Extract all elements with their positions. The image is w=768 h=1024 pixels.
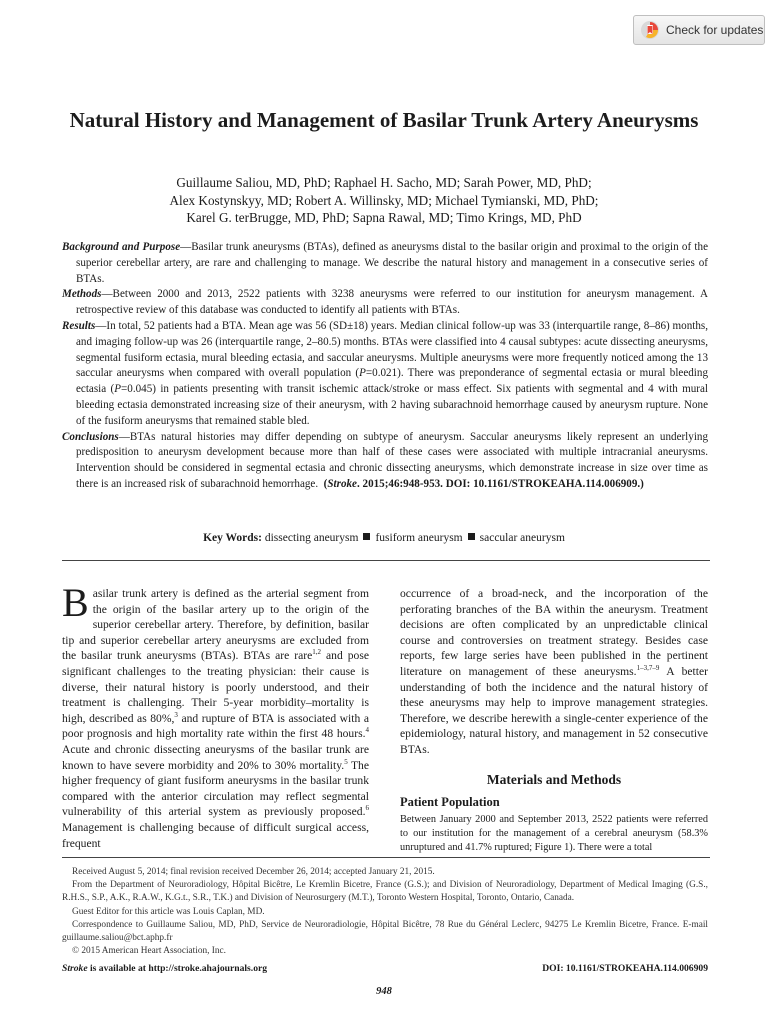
abstract-conclusions — [62, 430, 708, 493]
abstract-label: Methods — [62, 288, 102, 301]
footnote: From the Department of Neuroradiology, Hôpital Bicêtre, Le Kremlin Bicetre, France (G.S.); and Division of Neuroradiology, Department of Medical Imaging (G.S., R.H.S., S.P., A.K., R.A.W., K.G.t., S.R., T.K.) and Division of Neurosurgery (M.T.), Toronto Western Hospital, Toronto, Ontario, Canada. — [62, 880, 708, 904]
abstract-background — [62, 240, 708, 287]
body-paragraph: occurrence of a broad-neck, and the incorporation of the perforating branches of the BA within the aneurysm. Treatment decisions are often complicated by an unpredictable clinical course and controversies on treatment strategy. Besides case reports, few large series have been published in the pertinent literature on management of these aneurysms.$^{1-3,7-9}$ A better understanding of both the incidence and the natural history of these aneurysms may help to improve management strategies. Therefore, we describe herewith a single-center experience of the epidemiology, natural history, and management in 52 consecutive BTAs. — [400, 587, 709, 756]
author-line: Karel G. terBrugge, MD, PhD; Sapna Rawal, MD; Timo Krings, MD, PhD — [186, 210, 582, 225]
footnote: Correspondence to Guillaume Saliou, MD, PhD, Service de Neuroradiologie, Hôpital Bicêtre, 78 Rue du Général Leclerc, 94275 Le Kremlin Bicetre, France. E-mail guillaume.saliou@bct.aphp.fr — [62, 919, 708, 944]
abstract-text: =0.021). There was preponderance of segmental ectasia or mural bleeding ectasia ( — [76, 367, 708, 396]
p-value-symbol: P — [114, 383, 122, 396]
abstract-methods — [62, 287, 708, 319]
author-list — [40, 174, 728, 227]
abstract-results — [62, 319, 708, 430]
divider — [62, 560, 710, 561]
footnote: © 2015 American Heart Association, Inc. — [72, 946, 226, 957]
footnotes — [62, 866, 708, 958]
keywords — [40, 532, 728, 544]
footnote: Guest Editor for this article was Louis Caplan, MD. — [72, 906, 265, 917]
abstract-label: Results — [62, 319, 96, 332]
drop-cap: B — [62, 580, 89, 625]
author-line: Guillaume Saliou, MD, PhD; Raphael H. Sacho, MD; Sarah Power, MD, PhD; — [176, 175, 592, 190]
doi: DOI: 10.1161/STROKEAHA.114.006909 — [542, 963, 708, 974]
footnote-divider — [62, 857, 710, 858]
p-value-symbol: P — [359, 367, 366, 380]
keywords-label: Key Words: — [203, 532, 262, 544]
body-column-left — [62, 580, 369, 851]
check-updates-icon — [640, 20, 660, 40]
subsection-heading: Patient Population — [400, 795, 500, 810]
body-column-right — [400, 586, 708, 855]
journal-footer — [62, 963, 708, 974]
section-heading: Materials and Methods — [486, 771, 622, 787]
citation: (Stroke. 2015;46:948-953. DOI: 10.1161/STROKEAHA.114.006909.) — [323, 477, 644, 490]
journal-availability: Stroke is available at http://stroke.ahajournals.org — [62, 963, 268, 974]
abstract-label: Conclusions — [62, 430, 119, 443]
bullet-square-icon — [363, 533, 370, 540]
check-for-updates-button[interactable] — [633, 15, 765, 45]
keyword: fusiform aneurysm — [375, 532, 463, 544]
abstract-text: —In total, 52 patients had a BTA. Mean age was 56 (SD±18) years. Median clinical follow-up was 33 (interquartile range, 8–86) months, and imaging follow-up was 26 (interquartile range, 2–80.5) months. BTAs were classified into 4 causal subtypes: acute dissecting aneurysms, segmental fusiform ectasia, mural bleeding ectasia, and saccular aneurysms. Multiple aneurysms were more frequently noticed among the 13 saccular aneurysms when compared with overall population ( — [76, 319, 708, 380]
article-title: Natural History and Management of Basilar Trunk Artery Aneurysms — [69, 108, 699, 132]
page-number: 948 — [376, 986, 392, 997]
keyword: saccular aneurysm — [479, 532, 565, 544]
check-updates-label: Check for updates — [666, 23, 764, 37]
abstract-text: —Between 2000 and 2013, 2522 patients with 3238 aneurysms were referred to our institution for aneurysm management. A retrospective review of this database was conducted to identify all patients with BTAs. — [76, 288, 708, 317]
body-paragraph: Between January 2000 and September 2013, 2522 patients were referred to our institution for the management of a cerebral aneurysm (58.3% unruptured and 41.7% ruptured; Figure 1). There were a total — [400, 813, 708, 853]
body-paragraph: Basilar trunk artery is defined as the arterial segment from the origin of the basilar artery up to the origin of the superior cerebellar artery. Therefore, by definition, basilar tip and superior cerebellar artery aneurysms are excluded from the basilar trunk aneurysms (BTAs). BTAs are rare$^{1,2}$ and pose significant challenges to the treating physician: their cause is diverse, their natural history is poorly understood, and their treatment is challenging. Their 5-year morbidity–mortality is high, described as 80%,$^3$ and rupture of BTA is associated with a poor prognosis and high mortality rate within the first 48 hours.$^4$ Acute and chronic dissecting aneurysms of the basilar trunk are known to have severe morbidity and 20% to 30% mortality.$^5$ The higher frequency of giant fusiform aneurysms in the basilar trunk compared with the anterior circulation may reflect segmental vulnerability of this arterial system as previously proposed.$^6$ Management is challenging because of difficult surgical access, frequent — [62, 580, 369, 850]
abstract — [62, 240, 708, 493]
bullet-square-icon — [468, 533, 475, 540]
keyword: dissecting aneurysm — [264, 532, 359, 544]
author-line: Alex Kostynskyy, MD; Robert A. Willinsky, MD; Michael Tymianski, MD, PhD; — [169, 192, 599, 208]
footnote: Received August 5, 2014; final revision received December 26, 2014; accepted January 21, 2015. — [72, 867, 435, 877]
abstract-text: —Basilar trunk aneurysms (BTAs), defined as aneurysms distal to the basilar origin and proximal to the origin of the superior cerebellar artery, are rare and challenging to manage. We describe the natural history and management in a consecutive series of BTAs. — [76, 241, 708, 285]
abstract-text: —BTAs natural histories may differ depending on subtype of aneurysm. Saccular aneurysms likely represent an underlying predisposition to aneurysm development because more than half of these cases were associated with multiple intracranial aneurysms. Intervention should be considered in segmental ectasia and chronic dissecting aneurysms, which demonstrate increase in size over time as there is an increased risk of subarachnoid hemorrhage. — [76, 430, 708, 490]
abstract-label: Background and Purpose — [62, 241, 181, 253]
abstract-text: =0.045) in patients presenting with transit ischemic attack/stroke or mass effect. Six patients with segmental and 4 with mural bleeding ectasia demonstrated increasing size of their aneurysm, with 2 having subarachnoid hemorrhage caused by aneurysm rupture. None of the fusiform aneurysms that remained stable bled. — [76, 383, 708, 427]
